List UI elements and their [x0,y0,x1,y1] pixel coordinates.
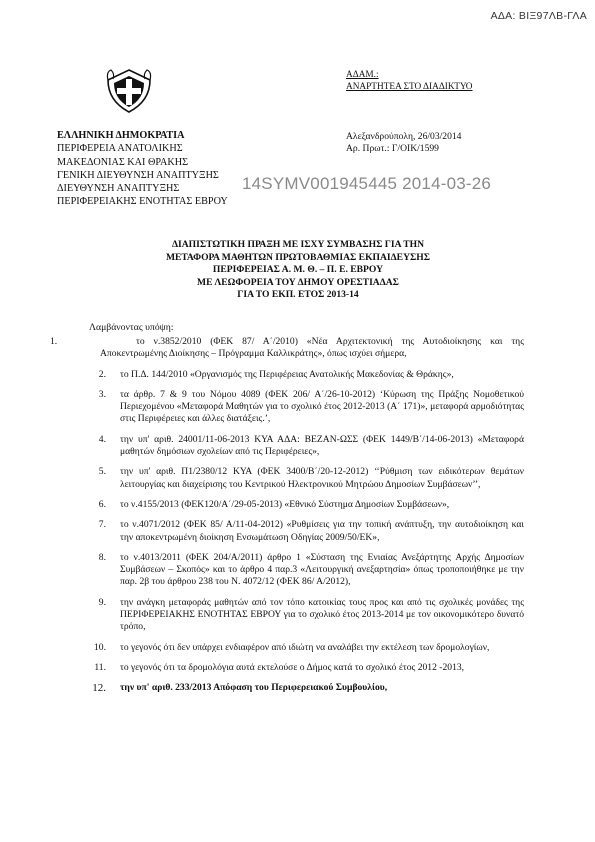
issuer-region-line2: ΜΑΚΕΔΟΝΙΑΣ ΚΑΙ ΘΡΑΚΗΣ [57,156,189,168]
title-line: ΜΕ ΛΕΩΦΟΡΕΙΑ ΤΟΥ ΔΗΜΟΥ ΟΡΕΣΤΙΑΔΑΣ [197,276,399,288]
list-item [50,466,524,491]
issuer-block [57,129,228,209]
title-line: ΓΙΑ ΤΟ ΕΚΠ. ΕΤΟΣ 2013-14 [237,289,359,301]
item-number: 1. [50,336,58,347]
item-number: 9. [98,596,106,608]
greek-emblem-icon [105,68,153,114]
item-number: 12. [92,682,106,695]
item-number: 3. [98,388,106,400]
title-line: ΜΕΤΑΦΟΡΑ ΜΑΘΗΤΩΝ ΠΡΩΤΟΒΑΘΜΙΑΣ ΕΚΠΑΙΔΕΥΣΗΣ [165,251,431,263]
item-number: 11. [94,661,106,673]
issuer-region-line1: ΠΕΡΙΦΕΡΕΙΑ ΑΝΑΤΟΛΙΚΗΣ [57,143,183,155]
list-item [50,369,524,381]
item-text: το ν.3852/2010 (ΦΕΚ 87/ Α΄/2010) «Νέα Αρχιτεκτονική της Αυτοδιοίκησης και της Αποκεντρωμένης Διοίκησης – Πρόγραμμα Καλλικράτης», όπως ισχύει σήμερα, [100,336,524,360]
item-text: το Π.Δ. 144/2010 «Οργανισμός της Περιφέρειας Ανατολικής Μακεδονίας & Θράκης», [120,368,454,380]
item-text: την υπ' αριθ. 24001/11-06-2013 ΚΥΑ ΑΔΑ: ΒΕΖΑΝ-ΩΣΣ (ΦΕΚ 1449/Β΄/14-06-2013) «Μεταφορά μαθητών δημόσιων σχολείων από τις Περιφέρειες», [120,433,524,458]
date-protocol-block [346,131,461,155]
place-date: Αλεξανδρούπολη, 26/03/2014 [346,131,462,142]
considerations-intro: Λαμβάνοντας υπόψη: [89,322,174,333]
title-line: ΠΕΡΙΦΕΡΕΙΑΣ Α. Μ. Θ. – Π. Ε. ΕΒΡΟΥ [212,264,384,276]
list-item [50,552,524,589]
item-text: την ανάγκη μεταφοράς μαθητών από τον τόπο κατοικίας τους προς και από τις σχολικές μονάδες της ΠΕΡΙΦΕΡΕΙΑΚΗΣ ΕΝΟΤΗΤΑΣ ΕΒΡΟΥ για το σχολικό έτος 2013-2014 με τον οικονομικότερο δυνατό τρόπο, [120,596,524,633]
item-number: 10. [94,641,106,653]
item-number: 7. [98,519,106,531]
list-item [50,597,524,634]
item-number: 8. [98,551,106,563]
registry-watermark: 14SYMV001945445 2014-03-26 [242,174,492,193]
issuer-state: ΕΛΛΗΝΙΚΗ ΔΗΜΟΚΡΑΤΙΑ [57,130,185,141]
item-text: την υπ' αριθ. 233/2013 Απόφαση του Περιφερειακού Συμβουλίου, [120,682,388,694]
title-line: ΔΙΑΠΙΣΤΩΤΙΚΗ ΠΡΑΞΗ ΜΕ ΙΣΧΥ ΣΥΜΒΑΣΗΣ ΓΙΑ ΤΗΝ [171,239,425,250]
protocol-number: Αρ. Πρωτ.: Γ/ΟΙΚ/1599 [346,142,439,154]
item-text: το ν.4071/2012 (ΦΕΚ 85/ Α/11-04-2012) «Ρυθμίσεις για την τοπική ανάπτυξη, την αυτοδιοίκηση και την αποκεντρωμένη διοίκηση Ενσωμάτωση Οδηγίας 2009/50/ΕΚ», [120,519,524,543]
item-number: 4. [98,433,106,445]
ada-code: ΑΔΑ: ΒΙΞ97ΛΒ-ΓΛΑ [490,10,587,22]
item-text: το γεγονός ότι δεν υπάρχει ενδιαφέρον από ιδιώτη να αναλάβει την εκτέλεση των δρομολογίων, [120,641,490,653]
document-title [60,239,536,302]
item-text: το ν.4013/2011 (ΦΕΚ 204/Α/2011) άρθρο 1 «Σύσταση της Ενιαίας Ανεξάρτητης Αρχής Δημοσίων Συμβάσεων – Σκοπός» και το άρθρο 4 παρ.3 «Λειτουργική ανεξαρτησία» όπως τροποποιήθηκε με την παρ. 2β του άρθρου 238 του Ν. 4072/12 (ΦΕΚ 86/ Α/2012), [120,551,524,588]
list-item [50,336,524,361]
list-item [50,519,524,544]
list-item [50,434,524,459]
list-item [50,662,524,674]
item-text: το γεγονός ότι τα δρομολόγια αυτά εκτελούσε ο Δήμος κατά το σχολικό έτος 2012 -2013, [120,661,465,673]
issuer-general-directorate: ΓΕΝΙΚΗ ΔΙΕΥΘΥΝΣΗ ΑΝΑΠΤΥΞΗΣ [57,169,219,181]
list-item [50,682,524,694]
list-item [50,642,524,654]
list-item [50,389,524,426]
list-item [50,499,524,511]
item-text: την υπ' αριθ. Π1/2380/12 ΚΥΑ (ΦΕΚ 3400/Β΄/20-12-2012) ‘‘Ρύθμιση των ειδικότερων θεμάτων λειτουργίας και διαχείρισης του Κεντρικού Ηλεκτρονικού Μητρώου Δημοσίων Συμβάσεων’’, [120,466,524,490]
recipients-block [346,70,472,93]
item-text: το ν.4155/2013 (ΦΕΚ120/Α΄/29-05-2013) «Εθνικό Σύστημα Δημοσίων Συμβάσεων», [120,498,450,510]
item-text: τα άρθρ. 7 & 9 του Νόμου 4089 (ΦΕΚ 206/ Α΄/26-10-2012) ‘Κύρωση της Πράξης Νομοθετικού Περιεχομένου «Μεταφορά Μαθητών για το σχολικό έτος 2012-2013 (Α΄ 171)», μεταφορά αρμοδιότητας στις Περιφέρειες και άλλες διατάξεις.’, [120,388,524,425]
considerations-list [50,336,524,703]
item-number: 5. [98,466,106,478]
recipients-adam: ΑΔΑΜ.: [346,70,379,80]
item-number: 2. [98,368,106,380]
issuer-directorate: ΔΙΕΥΘΥΝΣΗ ΑΝΑΠΤΥΞΗΣ [57,183,180,195]
item-number: 6. [98,498,106,510]
recipients-publish-note: ΑΝΑΡΤΗΤΕΑ ΣΤΟ ΔΙΑΔΙΚΤΥΟ [346,81,473,92]
issuer-regional-unit: ΠΕΡΙΦΕΡΕΙΑΚΗΣ ΕΝΟΤΗΤΑΣ ΕΒΡΟΥ [57,196,228,208]
